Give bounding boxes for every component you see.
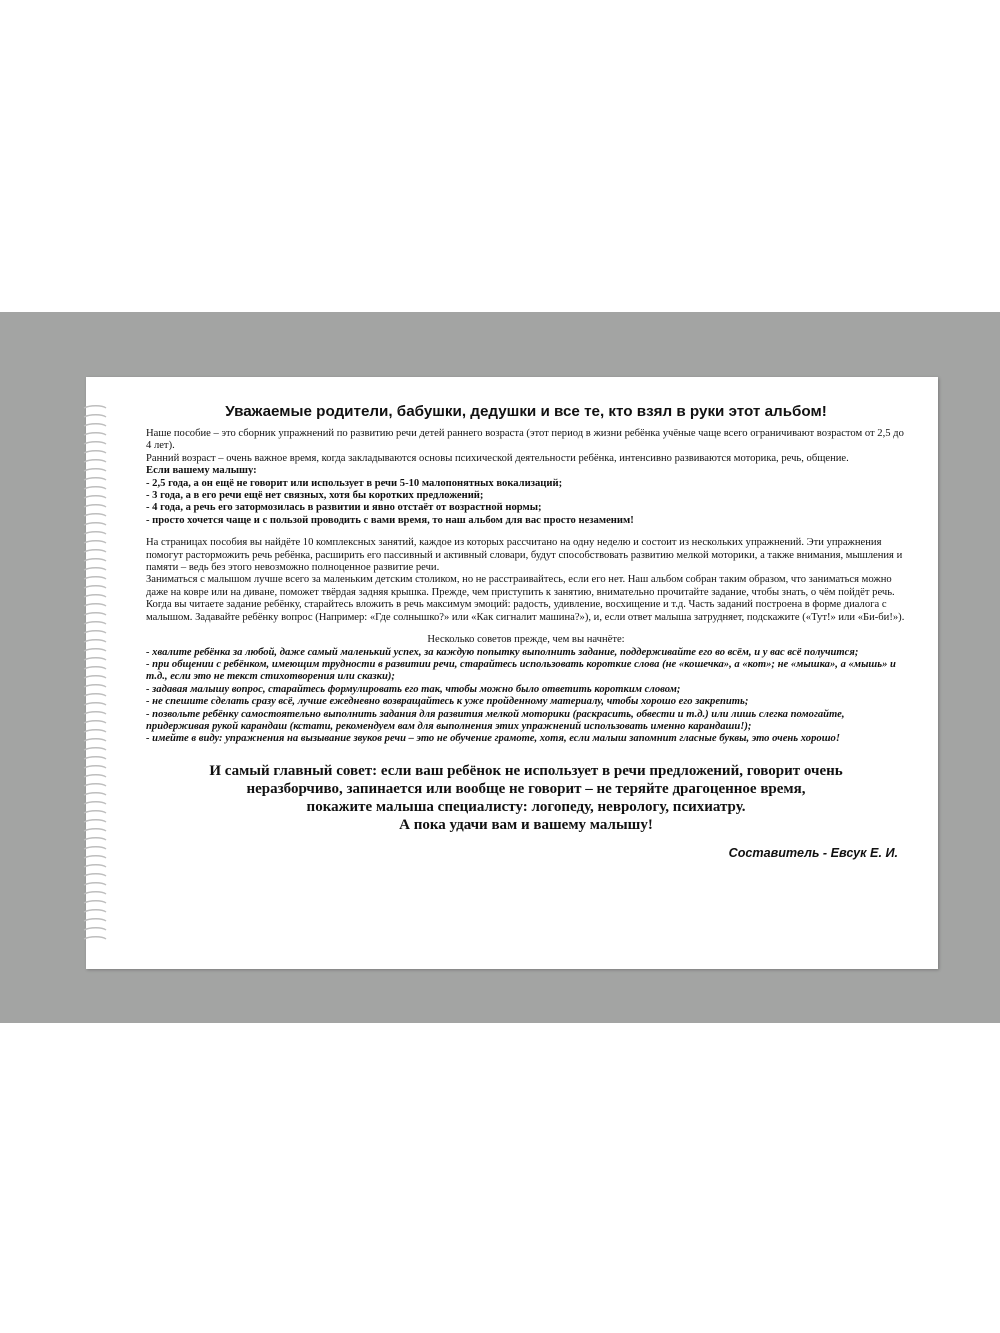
pages-paragraph: На страницах пособия вы найдёте 10 комплексных занятий, каждое из которых рассчитано на одну неделю и состоит из нескольких упражнений. Эти упражнения помогут расторможить речь ребёнка, расширить его пассивный и активный словари, будут способствовать развитию мелкой моторики, а также внимания, мышления и памяти – ведь без этого невозможно полноценное развитие речи. [146,537,903,574]
spiral-ring [84,487,106,489]
spiral-ring [84,451,106,453]
spiral-ring [84,703,106,705]
list-item: - позвольте ребёнку самостоятельно выполнить задания для развития мелкой моторики (раскрасить, обвести и т.д.) или лишь слегка помогайте, придерживая рукой карандаш (кстати, рекомендуем вам для выполнения этих упражнений использовать именно карандаши!); [146,708,845,732]
spiral-ring [84,802,106,804]
list-item: - хвалите ребёнка за любой, даже самый маленький успех, за каждую попытку выполнить задание, поддерживайте его во всём, и у вас всё получится; [146,646,859,658]
spiral-ring [84,892,106,894]
spiral-ring [84,937,106,939]
spiral-ring [84,910,106,912]
page-title: Уважаемые родители, бабушки, дедушки и все те, кто взял в руки этот альбом! [225,403,827,420]
spiral-ring [84,442,106,444]
main-advice [146,762,906,834]
spiral-ring [84,415,106,417]
spiral-ring [84,604,106,606]
spiral-ring [84,667,106,669]
spiral-ring [84,838,106,840]
spiral-ring [84,883,106,885]
spiral-ring [84,424,106,426]
spiral-ring [84,721,106,723]
if-list [146,478,906,528]
spiral-ring [84,775,106,777]
spiral-ring [84,496,106,498]
spiral-ring [84,811,106,813]
spiral-binding [80,402,110,952]
list-item: - 4 года, а речь его затормозилась в развитии и явно отстаёт от возрастной нормы; [146,502,542,514]
spiral-ring [84,613,106,615]
main-advice-line: покажите малыша специалисту: логопеду, неврологу, психиатру. [306,798,746,815]
spiral-ring [84,865,106,867]
tips-list [146,647,906,746]
list-item: - просто хочется чаще и с пользой проводить с вами время, то наш альбом для вас просто незаменим! [146,514,634,526]
list-item: - задавая малышу вопрос, старайтесь формулировать его так, чтобы можно было ответить коротким словом; [146,683,681,695]
spiral-ring [84,919,106,921]
spiral-ring [84,730,106,732]
list-item: - при общении с ребёнком, имеющим трудности в развитии речи, старайтесь использовать короткие слова (не «кошечка», а «кот»; не «мышка», а «мышь» и т.д., если это не текст стихотворения или сказки); [146,658,896,683]
spiral-ring [84,847,106,849]
spiral-ring [84,685,106,687]
main-advice-line: неразборчиво, запинается или вообще не говорит – не теряйте драгоценное время, [246,780,806,797]
main-advice-line: А пока удачи вам и вашему малышу! [399,816,653,833]
intro-paragraph-2: Ранний возраст – очень важное время, когда закладываются основы психической деятельности ребёнка, интенсивно развиваются моторика, речь, общение. [146,452,849,464]
spiral-ring [84,478,106,480]
spiral-ring [84,505,106,507]
spiral-ring [84,433,106,435]
tips-heading: Несколько советов прежде, чем вы начнёте: [427,634,625,646]
spiral-ring [84,874,106,876]
spiral-ring [84,712,106,714]
list-item: - не спешите сделать сразу всё, лучше ежедневно возвращайтесь к уже пройденному материалу, чтобы хорошо его закрепить; [146,696,749,708]
page-content [146,403,906,860]
spiral-ring [84,595,106,597]
table-paragraph: Заниматься с малышом лучше всего за маленьким детским столиком, но не расстраивайтесь, если его нет. Наш альбом собран таким образом, что заниматься можно даже на ковре или на диване, поможет твёрдая задняя крышка. Прежде, чем приступить к занятию, внимательно прочитайте задание, чтобы знать, о чём пойдёт речь. Когда вы читаете задание ребёнку, старайтесь вложить в речь максимум эмоций: радость, удивление, восхищение и т.д. Часть заданий построена в форме диалога с малышом. Задавайте ребёнку вопрос (Например: «Где солнышко?» или «Как сигналит машина?»), и, если ответ малыша затрудняет, подскажите («Тут!» или «Би-би!»). [146,574,905,623]
spiral-ring [84,748,106,750]
spiral-ring [84,541,106,543]
spiral-ring [84,406,106,408]
spiral-ring [84,550,106,552]
spiral-ring [84,559,106,561]
spiral-ring [84,757,106,759]
author-signature: Составитель - Евсук Е. И. [728,845,898,860]
intro-paragraph-1: Наше пособие – это сборник упражнений по развитию речи детей раннего возраста (этот период в жизни ребёнка учёные чаще всего ограничивают возрастом от 2,5 до 4 лет). [146,428,904,452]
if-heading: Если вашему малышу: [146,465,257,477]
spiral-ring [84,820,106,822]
spiral-ring [84,622,106,624]
spiral-ring [84,532,106,534]
spiral-ring [84,829,106,831]
spiral-ring [84,793,106,795]
spiral-ring [84,928,106,930]
spiral-ring [84,694,106,696]
spiral-ring [84,640,106,642]
spiral-ring [84,739,106,741]
spiral-ring [84,766,106,768]
spiral-ring [84,658,106,660]
spiral-ring [84,856,106,858]
list-item: - имейте в виду: упражнения на вызывание звуков речи – это не обучение грамоте, хотя, если малыш запомнит гласные буквы, это очень хорошо! [146,733,840,745]
spiral-ring [84,460,106,462]
list-item: - 3 года, а в его речи ещё нет связных, хотя бы коротких предложений; [146,490,484,502]
spiral-ring [84,649,106,651]
spiral-ring [84,469,106,471]
spiral-ring [84,514,106,516]
list-item: - 2,5 года, а он ещё не говорит или использует в речи 5-10 малопонятных вокализаций; [146,477,563,489]
spiral-ring [84,577,106,579]
spiral-ring [84,631,106,633]
spiral-ring [84,901,106,903]
spiral-ring [84,523,106,525]
spiral-ring [84,586,106,588]
spiral-ring [84,784,106,786]
spiral-ring [84,568,106,570]
main-advice-line: И самый главный совет: если ваш ребёнок не использует в речи предложений, говорит очень [209,762,843,779]
spiral-ring [84,676,106,678]
album-page [86,377,938,969]
